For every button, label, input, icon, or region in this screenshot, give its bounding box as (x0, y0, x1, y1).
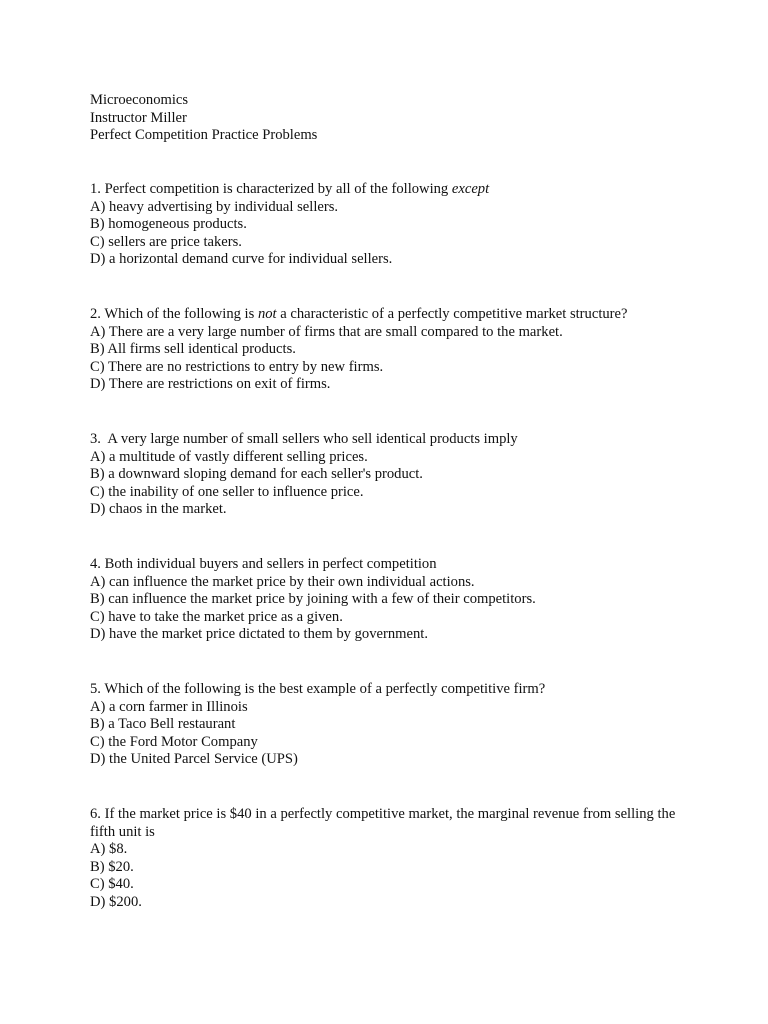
answer-option-a: A) can influence the market price by their own individual actions. (90, 573, 475, 590)
question-2 (90, 306, 690, 394)
answer-option-d: D) $200. (90, 893, 142, 910)
question-stem-text: 2. Which of the following is (90, 306, 258, 322)
answer-option-a: A) $8. (90, 841, 128, 858)
question-5 (90, 681, 690, 769)
answer-option-c: C) the inability of one seller to influence price. (90, 483, 364, 500)
question-3 (90, 431, 690, 519)
answer-option-d: D) There are restrictions on exit of firms. (90, 376, 331, 393)
answer-option-a: A) a corn farmer in Illinois (90, 698, 248, 715)
question-stem: 5. Which of the following is the best example of a perfectly competitive firm? (90, 681, 546, 697)
answer-option-d: D) the United Parcel Service (UPS) (90, 751, 298, 768)
question-stem: 6. If the market price is $40 in a perfectly competitive market, the marginal revenue from selling the fifth unit is (90, 806, 676, 840)
instructor-name: Instructor Miller (90, 109, 187, 126)
answer-option-d: D) have the market price dictated to them by government. (90, 626, 428, 643)
answer-option-d: D) chaos in the market. (90, 501, 227, 518)
document-header (90, 92, 730, 145)
question-6 (90, 806, 690, 912)
question-stem: 3. A very large number of small sellers who sell identical products imply (90, 431, 518, 447)
question-stem-emphasis: not (257, 306, 277, 322)
course-name: Microeconomics (90, 92, 189, 108)
question-stem-emphasis: except (451, 181, 490, 197)
document-title: Perfect Competition Practice Problems (90, 127, 318, 144)
question-stem (90, 306, 690, 324)
answer-option-c: C) the Ford Motor Company (90, 733, 258, 750)
answer-option-c: C) There are no restrictions to entry by new firms. (90, 358, 384, 375)
question-stem-text: a characteristic of a perfectly competitive market structure? (276, 306, 628, 322)
answer-option-d: D) a horizontal demand curve for individual sellers. (90, 251, 393, 268)
answer-option-b: B) All firms sell identical products. (90, 341, 296, 358)
question-stem-text: 1. Perfect competition is characterized by all of the following (90, 181, 452, 197)
question-stem: 4. Both individual buyers and sellers in perfect competition (90, 556, 437, 572)
answer-option-b: B) can influence the market price by joining with a few of their competitors. (90, 591, 536, 608)
answer-option-a: A) There are a very large number of firms that are small compared to the market. (90, 323, 563, 340)
answer-option-c: C) $40. (90, 876, 134, 893)
question-4 (90, 556, 690, 644)
answer-option-c: C) sellers are price takers. (90, 233, 242, 250)
answer-option-a: A) heavy advertising by individual sellers. (90, 198, 339, 215)
answer-option-b: B) a downward sloping demand for each seller's product. (90, 466, 423, 483)
question-stem (90, 181, 690, 199)
question-1 (90, 181, 690, 269)
answer-option-b: B) $20. (90, 858, 134, 875)
answer-option-a: A) a multitude of vastly different selling prices. (90, 448, 368, 465)
answer-option-b: B) homogeneous products. (90, 216, 247, 233)
answer-option-c: C) have to take the market price as a given. (90, 608, 343, 625)
answer-option-b: B) a Taco Bell restaurant (90, 716, 236, 733)
